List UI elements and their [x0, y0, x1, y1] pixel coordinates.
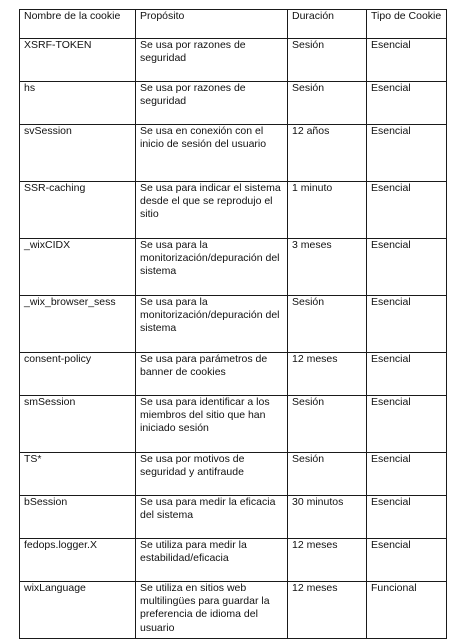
cookie-duration: Sesión: [288, 453, 367, 496]
header-purpose: Propósito: [136, 10, 288, 39]
cookie-purpose: Se usa por razones de seguridad: [136, 39, 288, 82]
cookie-name: XSRF-TOKEN: [20, 39, 136, 82]
cookie-purpose: Se usa por razones de seguridad: [136, 82, 288, 125]
table-row: [20, 39, 447, 82]
cookie-duration: 30 minutos: [288, 496, 367, 539]
table-header-row: [20, 10, 447, 39]
cookie-table: [19, 9, 447, 639]
table-row: [20, 582, 447, 639]
cookie-purpose: Se usa por motivos de seguridad y antifraude: [136, 453, 288, 496]
cookie-duration: 3 meses: [288, 239, 367, 296]
cookie-name: consent-policy: [20, 353, 136, 396]
table-row: [20, 182, 447, 239]
cookie-name: hs: [20, 82, 136, 125]
cookie-name: _wixCIDX: [20, 239, 136, 296]
table-row: [20, 296, 447, 353]
table-row: [20, 453, 447, 496]
cookie-name: TS*: [20, 453, 136, 496]
cookie-duration: 12 años: [288, 125, 367, 182]
cookie-type: Funcional: [367, 582, 447, 639]
cookie-duration: 12 meses: [288, 353, 367, 396]
cookie-type: Esencial: [367, 453, 447, 496]
cookie-type: Esencial: [367, 82, 447, 125]
cookie-duration: 12 meses: [288, 582, 367, 639]
cookie-name: wixLanguage: [20, 582, 136, 639]
cookie-purpose: Se usa en conexión con el inicio de sesión del usuario: [136, 125, 288, 182]
table-row: [20, 496, 447, 539]
cookie-type: Esencial: [367, 539, 447, 582]
cookie-duration: Sesión: [288, 396, 367, 453]
cookie-duration: Sesión: [288, 39, 367, 82]
cookie-purpose: Se usa para medir la eficacia del sistema: [136, 496, 288, 539]
cookie-purpose: Se utiliza en sitios web multilingües para guardar la preferencia de idioma del usuario: [136, 582, 288, 639]
cookie-type: Esencial: [367, 296, 447, 353]
cookie-duration: 12 meses: [288, 539, 367, 582]
cookie-name: bSession: [20, 496, 136, 539]
cookie-duration: Sesión: [288, 82, 367, 125]
cookie-type: Esencial: [367, 39, 447, 82]
table-row: [20, 125, 447, 182]
table-row: [20, 396, 447, 453]
table-row: [20, 353, 447, 396]
table-row: [20, 539, 447, 582]
header-duration: Duración: [288, 10, 367, 39]
header-name: Nombre de la cookie: [20, 10, 136, 39]
cookie-purpose: Se usa para parámetros de banner de cookies: [136, 353, 288, 396]
cookie-purpose: Se utiliza para medir la estabilidad/eficacia: [136, 539, 288, 582]
cookie-type: Esencial: [367, 182, 447, 239]
cookie-purpose: Se usa para identificar a los miembros del sitio que han iniciado sesión: [136, 396, 288, 453]
cookie-type: Esencial: [367, 496, 447, 539]
cookie-type: Esencial: [367, 396, 447, 453]
table-row: [20, 239, 447, 296]
cookie-duration: 1 minuto: [288, 182, 367, 239]
cookie-name: svSession: [20, 125, 136, 182]
cookie-purpose: Se usa para indicar el sistema desde el que se reprodujo el sitio: [136, 182, 288, 239]
cookie-name: SSR-caching: [20, 182, 136, 239]
cookie-purpose: Se usa para la monitorización/depuración del sistema: [136, 296, 288, 353]
cookie-name: _wix_browser_sess: [20, 296, 136, 353]
cookie-name: fedops.logger.X: [20, 539, 136, 582]
cookie-name: smSession: [20, 396, 136, 453]
cookie-purpose: Se usa para la monitorización/depuración del sistema: [136, 239, 288, 296]
cookie-type: Esencial: [367, 239, 447, 296]
header-type: Tipo de Cookie: [367, 10, 447, 39]
table-row: [20, 82, 447, 125]
cookie-type: Esencial: [367, 125, 447, 182]
cookie-duration: Sesión: [288, 296, 367, 353]
cookie-type: Esencial: [367, 353, 447, 396]
